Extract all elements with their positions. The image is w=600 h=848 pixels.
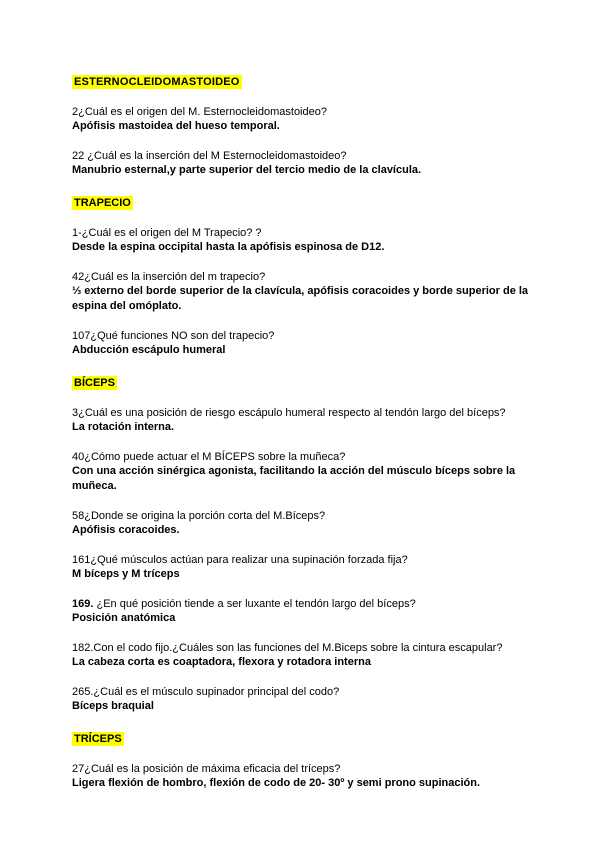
qa-item [72,553,532,582]
question-text: 1-¿Cuál es el origen del M Trapecio? ? [72,227,262,239]
section-heading: BÍCEPS [74,377,115,389]
answer-text: Posición anatómica [72,612,176,624]
qa-item [72,597,532,626]
answer-text: Manubrio esternal,y parte superior del tercio medio de la clavícula. [72,164,422,176]
question-text: 2¿Cuál es el origen del M. Esternocleidomastoideo? [72,106,327,118]
question-number: 169. [72,598,94,610]
section-triceps [72,729,532,791]
question-text: 3¿Cuál es una posición de riesgo escápulo humeral respecto al tendón largo del bíceps? [72,407,506,419]
section-esternocleidomastoideo [72,72,532,178]
qa-item [72,226,532,255]
answer-text: La cabeza corta es coaptadora, flexora y rotadora interna [72,656,371,668]
section-heading: ESTERNOCLEIDOMASTOIDEO [74,76,240,88]
qa-item [72,450,532,494]
answer-text: Apófisis mastoidea del hueso temporal. [72,120,280,132]
qa-item [72,509,532,538]
answer-text: La rotación interna. [72,421,175,433]
qa-item [72,105,532,134]
section-heading: TRAPECIO [74,197,131,209]
answer-text: Desde la espina occipital hasta la apófisis espinosa de D12. [72,241,385,253]
question-text: 182.Con el codo fijo.¿Cuáles son las funciones del M.Biceps sobre la cintura escapular? [72,642,503,654]
answer-text: Ligera flexión de hombro, flexión de codo de 20- 30º y semi prono supinación. [72,777,481,789]
qa-item [72,149,532,178]
answer-text: Apófisis coracoides. [72,524,180,536]
qa-item [72,685,532,714]
section-heading: TRÍCEPS [74,733,122,745]
section-trapecio [72,193,532,358]
qa-item [72,641,532,670]
question-text: 22 ¿Cuál es la inserción del M Esternocleidomastoideo? [72,150,347,162]
question-text: 27¿Cuál es la posición de máxima eficacia del tríceps? [72,763,341,775]
answer-text: ⅓ externo del borde superior de la clavícula, apófisis coracoides y borde superior de la espina del omóplato. [72,285,529,312]
section-biceps [72,373,532,714]
question-text [72,597,532,611]
question-text: 265.¿Cuál es el músculo supinador principal del codo? [72,686,340,698]
qa-item [72,406,532,435]
qa-item [72,329,532,358]
question-text: 42¿Cuál es la inserción del m trapecio? [72,271,266,283]
question-text: 161¿Qué músculos actúan para realizar una supinación forzada fija? [72,554,408,566]
qa-item [72,762,532,791]
document-page [72,72,532,806]
question-text: 58¿Donde se origina la porción corta del M.Bíceps? [72,510,326,522]
question-text: 107¿Qué funciones NO son del trapecio? [72,330,275,342]
question-body: ¿En qué posición tiende a ser luxante el tendón largo del bíceps? [93,598,416,610]
answer-text: M bíceps y M tríceps [72,568,180,580]
qa-item [72,270,532,314]
answer-text: Con una acción sinérgica agonista, facilitando la acción del músculo bíceps sobre la muñeca. [72,465,516,492]
answer-text: Bíceps braquial [72,700,154,712]
question-text: 40¿Cómo puede actuar el M BÍCEPS sobre la muñeca? [72,451,346,463]
answer-text: Abducción escápulo humeral [72,344,226,356]
